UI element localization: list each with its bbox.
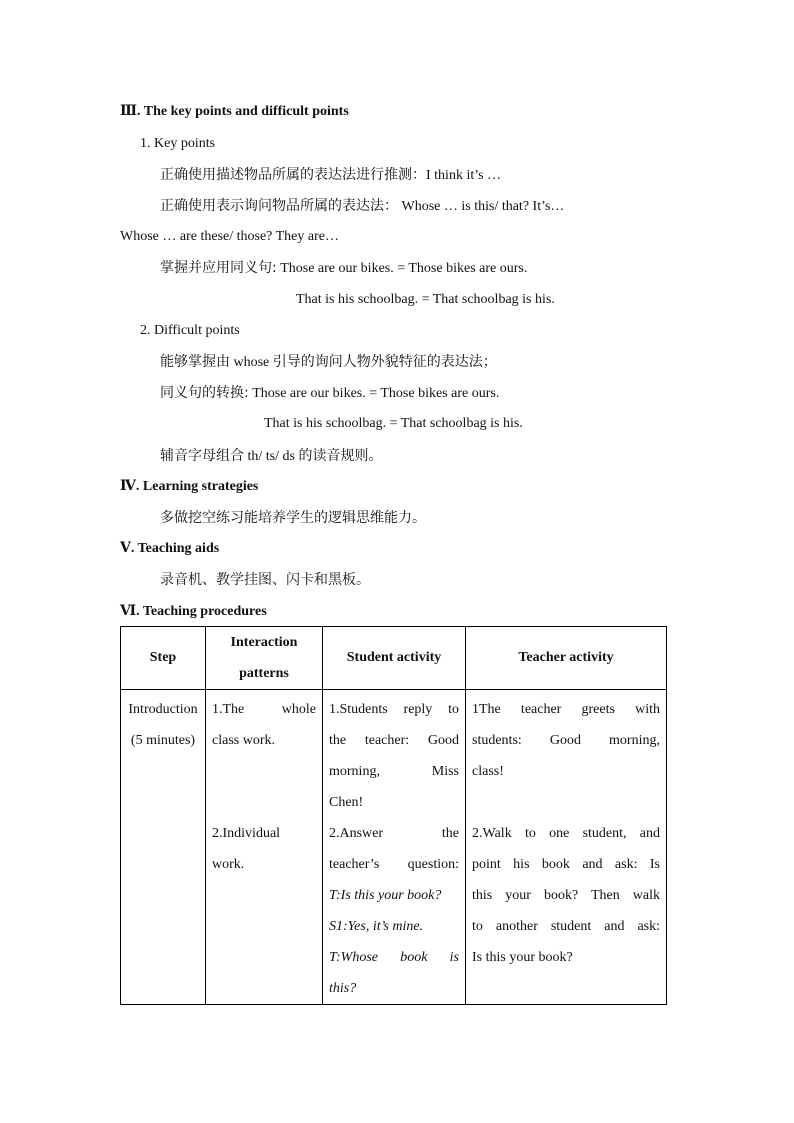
difficult-points-line1 <box>160 353 497 372</box>
teacher-activity-cell <box>466 690 667 1005</box>
student-b-line5: T:Whose book is <box>329 950 459 965</box>
teacher-a-line3: class! <box>472 764 504 779</box>
teacher-b-line2: point his book and ask: Is <box>472 857 660 872</box>
key-points-line1 <box>160 166 501 185</box>
difficult-points-line1-b: 引导的询问人物外貌特征的表达法； <box>272 354 497 370</box>
procedures-table <box>120 626 667 1005</box>
section6-heading: Ⅵ. Teaching procedures <box>120 604 267 619</box>
difficult-points-line4-en: th/ ts/ ds <box>247 449 295 464</box>
difficult-points-line1-en: whose <box>233 355 270 370</box>
difficult-points-line2-cn: 同义句的转换: <box>160 385 249 401</box>
difficult-points-line4 <box>160 447 382 466</box>
interaction-a-line2: class work. <box>212 733 275 748</box>
difficult-points-label: 2. Difficult points <box>140 323 240 338</box>
difficult-points-line4-b: 的读音规则。 <box>298 448 383 464</box>
section5-heading: Ⅴ. Teaching aids <box>120 541 220 556</box>
section3-heading: Ⅲ. The key points and difficult points <box>120 104 349 119</box>
header-interaction-line2: patterns <box>239 666 289 681</box>
student-a-line4: Chen! <box>329 795 364 810</box>
key-points-line4: That is his schoolbag. = That schoolbag is his. <box>296 292 555 307</box>
interaction-b-line1: 2.Individual <box>212 826 281 841</box>
step-name: Introduction <box>128 702 198 717</box>
header-interaction-line1: Interaction <box>230 635 298 650</box>
student-b-line6: this? <box>329 981 357 996</box>
teacher-b-line4: to another student and ask: <box>472 919 660 934</box>
difficult-points-line1-a: 能够掌握由 <box>160 354 230 370</box>
table-row <box>121 690 667 1005</box>
student-activity-cell <box>323 690 466 1005</box>
difficult-points-line3: That is his schoolbag. = That schoolbag is his. <box>264 416 523 431</box>
student-b-line4: S1:Yes, it’s mine. <box>329 919 424 934</box>
header-interaction <box>206 627 323 690</box>
teacher-b-line1: 2.Walk to one student, and <box>472 826 660 841</box>
header-step: Step <box>121 627 206 690</box>
interaction-a-line1: 1.The whole <box>212 702 316 717</box>
teacher-a-line1: 1The teacher greets with <box>472 702 660 717</box>
student-a-line1: 1.Students reply to <box>329 702 459 717</box>
student-b-line3: T:Is this your book? <box>329 888 442 903</box>
interaction-cell <box>206 690 323 1005</box>
step-cell <box>121 690 206 1005</box>
teacher-a-line2: students: Good morning, <box>472 733 660 748</box>
key-points-label: 1. Key points <box>140 136 216 151</box>
difficult-points-line2-en: Those are our bikes. = Those bikes are ours. <box>252 386 500 401</box>
student-b-line2: teacher’s question: <box>329 857 459 872</box>
difficult-points-line2 <box>160 384 499 403</box>
key-points-line3-cn: 掌握并应用同义句: <box>160 260 277 276</box>
step-duration: (5 minutes) <box>130 733 196 748</box>
header-teacher-activity: Teacher activity <box>466 627 667 690</box>
key-points-line2 <box>160 197 564 216</box>
student-a-line3: morning, Miss <box>329 764 459 779</box>
key-points-line2-cont: Whose … are these/ those? They are… <box>120 229 339 244</box>
section4-heading: Ⅳ. Learning strategies <box>120 479 259 494</box>
key-points-line3 <box>160 259 527 278</box>
key-points-line2-cn: 正确使用表示询问物品所属的表达法： <box>160 198 398 214</box>
student-a-line2: the teacher: Good <box>329 733 459 748</box>
header-student-activity: Student activity <box>323 627 466 690</box>
key-points-line3-en: Those are our bikes. = Those bikes are ours. <box>280 261 528 276</box>
interaction-b-line2: work. <box>212 857 245 872</box>
student-b-line1: 2.Answer the <box>329 826 459 841</box>
section4-text: 多做挖空练习能培养学生的逻辑思维能力。 <box>160 510 426 526</box>
section5-text: 录音机、教学挂图、闪卡和黑板。 <box>160 572 370 588</box>
table-header-row <box>121 627 667 690</box>
teacher-b-line5: Is this your book? <box>472 950 573 965</box>
teacher-b-line3: this your book? Then walk <box>472 888 660 903</box>
key-points-line1-cn: 正确使用描述物品所属的表达法进行推测： <box>160 167 426 183</box>
difficult-points-line4-a: 辅音字母组合 <box>160 448 244 464</box>
key-points-line2-en: Whose … is this/ that? It’s… <box>401 199 565 214</box>
key-points-line1-en: I think it’s … <box>426 168 502 183</box>
